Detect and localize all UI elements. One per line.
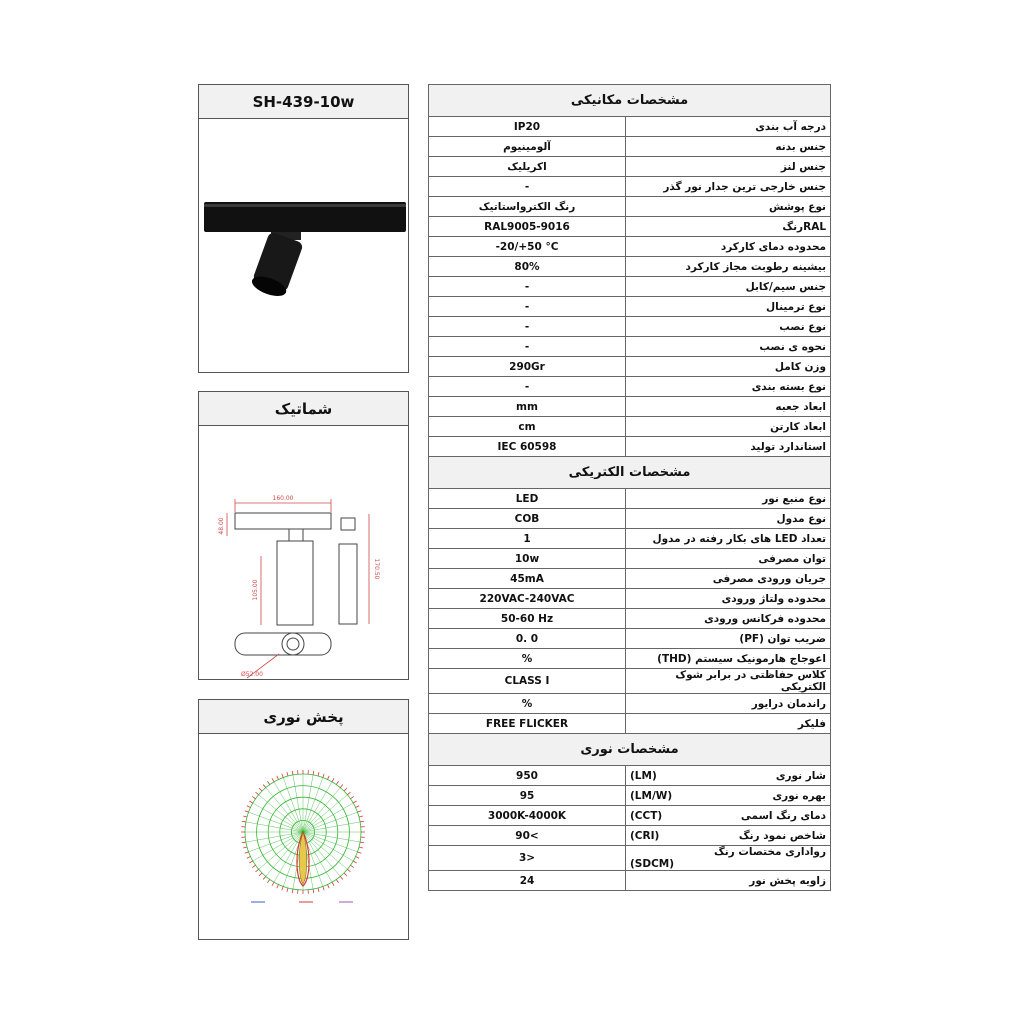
- polar-tick: [359, 816, 363, 817]
- spec-label-cell: [626, 357, 831, 377]
- spec-value: آلومینیوم: [429, 137, 626, 157]
- polar-tick: [353, 861, 356, 863]
- spec-row: [429, 137, 831, 157]
- schematic-drawing: [199, 426, 408, 684]
- spec-unit: (CCT): [630, 809, 663, 822]
- spec-value: -: [429, 337, 626, 357]
- spec-label: شاخص نمود رنگ: [738, 829, 827, 842]
- schematic-panel: [198, 391, 409, 680]
- spec-value: 220VAC-240VAC: [429, 589, 626, 609]
- spec-label: ابعاد جعبه: [775, 400, 827, 413]
- spec-label-cell: [626, 197, 831, 217]
- spec-row: [429, 117, 831, 137]
- spec-value: 80%: [429, 257, 626, 277]
- spec-label: محدوده فرکانس ورودی: [704, 612, 827, 625]
- model-title: SH-439-10w: [199, 85, 408, 119]
- section-header: [429, 85, 831, 117]
- spec-label: رواداری مختصات رنگ: [713, 846, 827, 858]
- section-header: [429, 457, 831, 489]
- spec-value: 24: [429, 871, 626, 891]
- spec-label: نوع مدول: [776, 512, 827, 525]
- spec-value: -20/+50 °C: [429, 237, 626, 257]
- polar-tick: [340, 876, 343, 879]
- spec-row: [429, 317, 831, 337]
- spec-label: نوع نصب: [779, 320, 827, 333]
- polar-tick: [328, 776, 330, 780]
- spec-row: [429, 694, 831, 714]
- polar-tick: [318, 888, 319, 892]
- spec-label: کلاس حفاظتی در برابر شوک الکتریکی: [675, 669, 827, 693]
- spec-label: دمای رنگ اسمی: [740, 809, 827, 822]
- polar-tick: [292, 889, 293, 893]
- polar-tick: [323, 774, 324, 778]
- polar-tick: [336, 781, 338, 784]
- spec-label: نوع پوشش: [768, 200, 827, 213]
- spec-table: [428, 84, 831, 891]
- polar-tick: [313, 889, 314, 893]
- spec-value: IP20: [429, 117, 626, 137]
- spec-value: FREE FLICKER: [429, 714, 626, 734]
- spec-value: 290Gr: [429, 357, 626, 377]
- polar-tick: [351, 796, 354, 798]
- photometric-panel: [198, 699, 409, 940]
- polar-tick: [358, 811, 362, 812]
- polar-tick: [347, 792, 350, 795]
- polar-tick: [358, 852, 362, 853]
- polar-tick: [340, 785, 343, 788]
- spec-label: جنس سیم/کابل: [745, 280, 827, 293]
- spec-value: %: [429, 694, 626, 714]
- spec-row: [429, 337, 831, 357]
- polar-tick: [360, 821, 364, 822]
- polar-tick: [249, 861, 252, 863]
- spec-label: راندمان درایور: [751, 697, 827, 710]
- spec-row: [429, 806, 831, 826]
- polar-tick: [272, 882, 274, 885]
- spec-row: [429, 629, 831, 649]
- spec-label: بهره نوری: [772, 789, 827, 802]
- spec-value: 3000K-4000K: [429, 806, 626, 826]
- spec-row: [429, 357, 831, 377]
- product-image: [199, 119, 408, 377]
- dim-diameter: Ø52.00: [241, 671, 263, 678]
- spec-label: ابعاد کارتن: [770, 420, 827, 433]
- spec-value: COB: [429, 509, 626, 529]
- spec-label-cell: [626, 297, 831, 317]
- spec-row: [429, 257, 831, 277]
- spec-label-cell: [626, 417, 831, 437]
- spec-row: [429, 377, 831, 397]
- spec-label-cell: [626, 589, 831, 609]
- spec-label: ضریب توان (PF): [739, 632, 827, 645]
- polar-tick: [353, 801, 356, 803]
- polar-tick: [243, 816, 247, 817]
- polar-tick: [313, 771, 314, 775]
- polar-tick: [282, 774, 283, 778]
- spec-row: [429, 714, 831, 734]
- spec-row: [429, 297, 831, 317]
- spec-label: وزن کامل: [774, 360, 827, 373]
- polar-tick: [243, 847, 247, 848]
- polar-tick: [245, 852, 249, 853]
- spec-value: -: [429, 297, 626, 317]
- spec-row: [429, 669, 831, 694]
- polar-tick: [247, 857, 251, 859]
- polar-tick: [256, 869, 259, 872]
- schematic-title: شماتیک: [199, 392, 408, 426]
- spec-label-cell: [626, 766, 831, 786]
- spec-label: شار نوری: [775, 769, 827, 782]
- spec-label-cell: [626, 694, 831, 714]
- spec-row: [429, 417, 831, 437]
- polar-tick: [252, 796, 255, 798]
- spec-value: اکریلیک: [429, 157, 626, 177]
- spec-label: RALرنگ: [782, 220, 827, 233]
- spec-label: زاویه پخش نور: [749, 874, 827, 887]
- polar-tick: [356, 857, 360, 859]
- spec-label-cell: [626, 669, 831, 694]
- spec-label-cell: [626, 714, 831, 734]
- spec-label: اعوجاج هارمونیک سیستم (THD): [657, 652, 827, 665]
- spec-label: بیشینه رطوبت مجاز کارکرد: [685, 260, 827, 273]
- polar-tick: [247, 806, 251, 808]
- spec-label-cell: [626, 529, 831, 549]
- spec-label-cell: [626, 217, 831, 237]
- polar-tick: [318, 772, 319, 776]
- spec-row: [429, 509, 831, 529]
- spec-row: [429, 569, 831, 589]
- spec-label-cell: [626, 629, 831, 649]
- dim-top: 160.00: [272, 495, 294, 502]
- spec-value: RAL9005-9016: [429, 217, 626, 237]
- spec-label-cell: [626, 377, 831, 397]
- section-title: مشخصات الکتریکی: [429, 457, 831, 489]
- polar-tick: [287, 772, 288, 776]
- spec-label-cell: [626, 317, 831, 337]
- dim-height: 170.50: [373, 558, 380, 580]
- spec-row: [429, 197, 831, 217]
- spec-value: %: [429, 649, 626, 669]
- spec-value: -: [429, 317, 626, 337]
- spec-unit: (LM/W): [630, 789, 673, 802]
- spec-value: 950: [429, 766, 626, 786]
- polar-tick: [277, 885, 279, 889]
- spec-unit: (SDCM): [630, 858, 675, 870]
- spec-label-cell: [626, 277, 831, 297]
- spec-row: [429, 549, 831, 569]
- spec-value: 3>: [429, 846, 626, 871]
- polar-tick: [242, 821, 246, 822]
- spec-value: 45mA: [429, 569, 626, 589]
- spec-row: [429, 237, 831, 257]
- spec-row: [429, 826, 831, 846]
- spec-row: [429, 277, 831, 297]
- spec-label-cell: [626, 549, 831, 569]
- spec-value: 0. 0: [429, 629, 626, 649]
- polar-tick: [336, 880, 338, 883]
- spec-label: استاندارد تولید: [750, 440, 827, 453]
- dim-body: 105.00: [252, 579, 259, 601]
- spec-label-cell: [626, 569, 831, 589]
- spec-label-cell: [626, 437, 831, 457]
- track-highlight: [204, 204, 406, 207]
- spec-label: درجه آب بندی: [755, 120, 827, 133]
- polar-tick: [245, 811, 249, 812]
- polar-curve-chart: [199, 734, 408, 940]
- spec-label: جنس خارجی ترین جدار نور گذر: [663, 180, 827, 193]
- polar-tick: [332, 778, 334, 781]
- spec-row: [429, 846, 831, 871]
- section-header: [429, 734, 831, 766]
- spec-label-cell: [626, 237, 831, 257]
- photometric-title: پخش نوری: [199, 700, 408, 734]
- polar-tick: [249, 801, 252, 803]
- track-light-illustration: [199, 119, 408, 373]
- spec-unit: (CRI): [630, 829, 660, 842]
- section-title: مشخصات نوری: [429, 734, 831, 766]
- spec-label-cell: [626, 826, 831, 846]
- polar-tick: [344, 788, 347, 791]
- dim-side: 48.00: [218, 517, 225, 535]
- spec-label: نحوه ی نصب: [759, 340, 827, 353]
- product-image-panel: [198, 84, 409, 373]
- spec-value: CLASS I: [429, 669, 626, 694]
- dimension-drawing: [199, 426, 408, 680]
- spec-label-cell: [626, 157, 831, 177]
- spec-row: [429, 589, 831, 609]
- spec-label: محدوده دمای کارکرد: [720, 240, 827, 253]
- polar-tick: [292, 771, 293, 775]
- spec-row: [429, 217, 831, 237]
- spec-row: [429, 529, 831, 549]
- polar-tick: [267, 880, 269, 883]
- spec-row: [429, 786, 831, 806]
- polar-tick: [259, 788, 262, 791]
- polar-tick: [242, 842, 246, 843]
- polar-tick: [356, 806, 360, 808]
- polar-tick: [328, 885, 330, 889]
- spot-head: [249, 231, 303, 300]
- spec-row: [429, 649, 831, 669]
- spec-label-cell: [626, 871, 831, 891]
- spec-value: 90<: [429, 826, 626, 846]
- spec-row: [429, 489, 831, 509]
- polar-tick: [252, 865, 255, 867]
- spec-row: [429, 157, 831, 177]
- spec-value: LED: [429, 489, 626, 509]
- spec-label: نوع منبع نور: [762, 492, 827, 505]
- spec-label-cell: [626, 806, 831, 826]
- spec-value: -: [429, 177, 626, 197]
- polar-tick: [267, 781, 269, 784]
- spec-label: جنس بدنه: [775, 140, 827, 153]
- polar-tick: [323, 887, 324, 891]
- polar-tick: [347, 869, 350, 872]
- spec-label: محدوده ولتاژ ورودی: [721, 592, 827, 605]
- spec-label-cell: [626, 397, 831, 417]
- polar-tick: [263, 876, 266, 879]
- spec-row: [429, 397, 831, 417]
- spec-value: 95: [429, 786, 626, 806]
- spec-label-cell: [626, 846, 831, 871]
- spec-label-cell: [626, 786, 831, 806]
- spec-value: mm: [429, 397, 626, 417]
- polar-tick: [344, 873, 347, 876]
- spec-value: 1: [429, 529, 626, 549]
- polar-tick: [287, 888, 288, 892]
- spec-label-cell: [626, 489, 831, 509]
- spec-row: [429, 177, 831, 197]
- spec-label-cell: [626, 509, 831, 529]
- spec-row: [429, 437, 831, 457]
- polar-tick: [263, 785, 266, 788]
- spec-label: جنس لنز: [780, 160, 827, 173]
- spec-label-cell: [626, 117, 831, 137]
- spec-value: 10w: [429, 549, 626, 569]
- spec-row: [429, 766, 831, 786]
- spec-label-cell: [626, 137, 831, 157]
- spec-row: [429, 609, 831, 629]
- polar-diagram: [199, 734, 408, 944]
- polar-tick: [359, 847, 363, 848]
- spec-value: cm: [429, 417, 626, 437]
- polar-tick: [277, 776, 279, 780]
- spec-label: نوع بسته بندی: [751, 380, 827, 393]
- polar-tick: [360, 842, 364, 843]
- spec-row: [429, 871, 831, 891]
- polar-tick: [282, 887, 283, 891]
- spec-value: IEC 60598: [429, 437, 626, 457]
- spec-label: فلیکر: [797, 717, 827, 730]
- spec-label: تعداد LED های بکار رفته در مدول: [652, 532, 827, 545]
- spec-label-cell: [626, 177, 831, 197]
- polar-tick: [272, 778, 274, 781]
- spec-value: رنگ الکترواستاتیک: [429, 197, 626, 217]
- polar-tick: [256, 792, 259, 795]
- spec-label-cell: [626, 609, 831, 629]
- spec-value: -: [429, 277, 626, 297]
- spec-label: جریان ورودی مصرفی: [712, 572, 827, 585]
- spec-label-cell: [626, 257, 831, 277]
- polar-tick: [259, 873, 262, 876]
- spec-value: -: [429, 377, 626, 397]
- section-title: مشخصات مکانیکی: [429, 85, 831, 117]
- spec-label-cell: [626, 337, 831, 357]
- spec-label: توان مصرفی: [758, 552, 827, 565]
- spec-unit: (LM): [630, 769, 657, 782]
- spec-value: 50-60 Hz: [429, 609, 626, 629]
- polar-tick: [332, 882, 334, 885]
- spec-label-cell: [626, 649, 831, 669]
- spec-label: نوع ترمینال: [766, 300, 827, 313]
- polar-tick: [351, 865, 354, 867]
